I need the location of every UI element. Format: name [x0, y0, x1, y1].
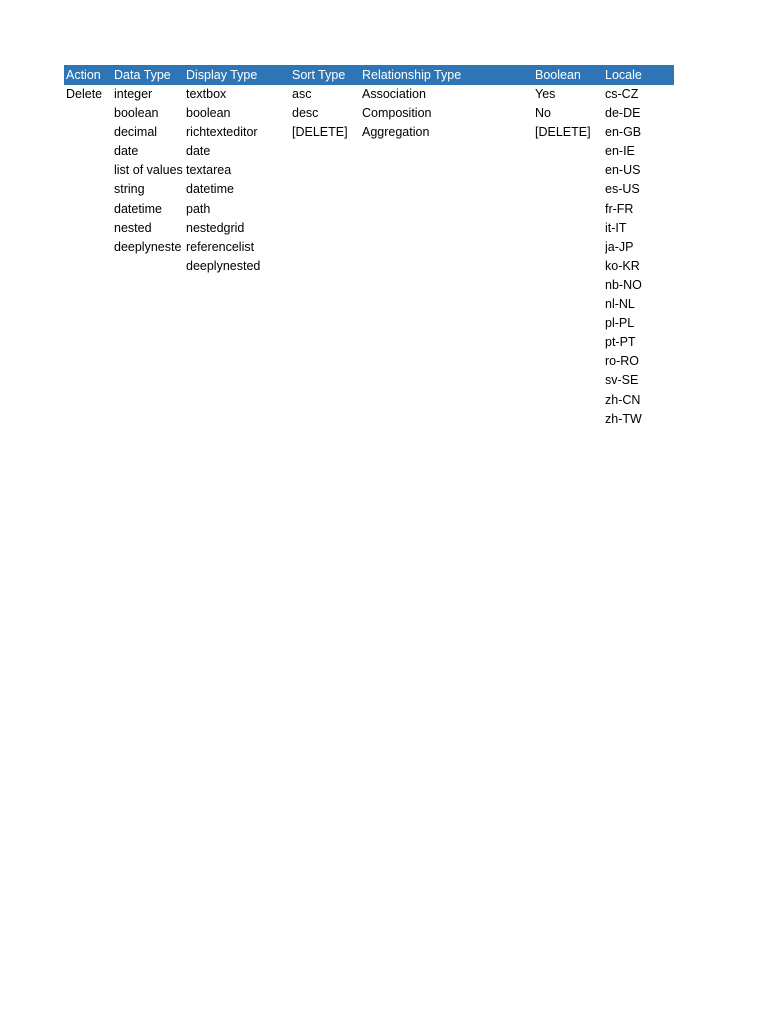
locale-cell: en-US	[605, 163, 641, 178]
table-row	[64, 142, 674, 161]
boolean-cell: Yes	[535, 87, 556, 101]
table-row	[64, 352, 674, 371]
locale-cell: de-DE	[605, 106, 641, 121]
display-type-cell: date	[186, 144, 211, 159]
relationship-type-cell: Aggregation	[362, 125, 430, 140]
header-action: Action	[66, 68, 101, 82]
table-row	[64, 257, 674, 276]
data-type-cell: integer	[114, 87, 153, 101]
data-type-cell: list of values	[114, 163, 183, 178]
table-row	[64, 410, 674, 429]
data-type-cell: nested	[114, 220, 152, 235]
sort-type-cell: desc	[292, 106, 319, 121]
locale-cell: fr-FR	[605, 201, 634, 216]
display-type-cell: richtexteditor	[186, 125, 258, 140]
data-type-cell: date	[114, 144, 139, 159]
locale-cell: ja-JP	[605, 239, 634, 254]
locale-cell: pt-PT	[605, 335, 636, 350]
locale-cell: pl-PL	[605, 316, 635, 331]
boolean-cell: No	[535, 106, 551, 121]
header-sort-type: Sort Type	[292, 68, 346, 82]
data-type-cell: datetime	[114, 201, 162, 216]
locale-cell: nb-NO	[605, 277, 642, 292]
table-row	[64, 333, 674, 352]
locale-cell: nl-NL	[605, 297, 635, 312]
data-type-cell: string	[114, 182, 145, 197]
table-row	[64, 295, 674, 314]
display-type-cell: boolean	[186, 106, 231, 121]
locale-cell: zh-CN	[605, 392, 641, 407]
lookup-table	[64, 65, 674, 429]
display-type-cell: deeplynested	[186, 258, 261, 273]
table-row	[64, 391, 674, 410]
table-row	[64, 219, 674, 238]
display-type-cell: nestedgrid	[186, 220, 245, 235]
locale-cell: cs-CZ	[605, 87, 639, 101]
table-row	[64, 180, 674, 199]
locale-cell: ro-RO	[605, 354, 640, 369]
sort-type-cell: [DELETE]	[292, 125, 348, 140]
locale-cell: en-GB	[605, 125, 642, 140]
header-data-type: Data Type	[114, 68, 171, 82]
table-row	[64, 85, 674, 104]
action-cell: Delete	[66, 87, 103, 101]
table-row	[64, 276, 674, 295]
data-type-cell: deeplyneste	[114, 239, 182, 254]
header-display-type: Display Type	[186, 68, 258, 82]
header-boolean: Boolean	[535, 68, 581, 82]
boolean-cell: [DELETE]	[535, 125, 591, 140]
data-type-cell: decimal	[114, 125, 158, 140]
display-type-cell: path	[186, 201, 211, 216]
locale-cell: ko-KR	[605, 258, 640, 273]
locale-cell: en-IE	[605, 144, 635, 159]
table-row	[64, 314, 674, 333]
locale-cell: it-IT	[605, 220, 627, 235]
locale-cell: zh-TW	[605, 411, 642, 426]
display-type-cell: referencelist	[186, 239, 255, 254]
locale-cell: sv-SE	[605, 373, 639, 388]
table-row	[64, 123, 674, 142]
display-type-cell: textarea	[186, 163, 232, 178]
relationship-type-cell: Association	[362, 87, 426, 101]
header-locale: Locale	[605, 68, 642, 82]
table-row	[64, 238, 674, 257]
relationship-type-cell: Composition	[362, 106, 432, 121]
header-relationship-type: Relationship Type	[362, 68, 462, 82]
locale-cell: es-US	[605, 182, 640, 197]
table-row	[64, 200, 674, 219]
sort-type-cell: asc	[292, 87, 312, 101]
display-type-cell: textbox	[186, 87, 227, 101]
table-header-row	[64, 65, 674, 85]
table-row	[64, 104, 674, 123]
table-row	[64, 371, 674, 390]
table-row	[64, 161, 674, 180]
display-type-cell: datetime	[186, 182, 234, 197]
table-body	[64, 85, 674, 429]
data-type-cell: boolean	[114, 106, 159, 121]
